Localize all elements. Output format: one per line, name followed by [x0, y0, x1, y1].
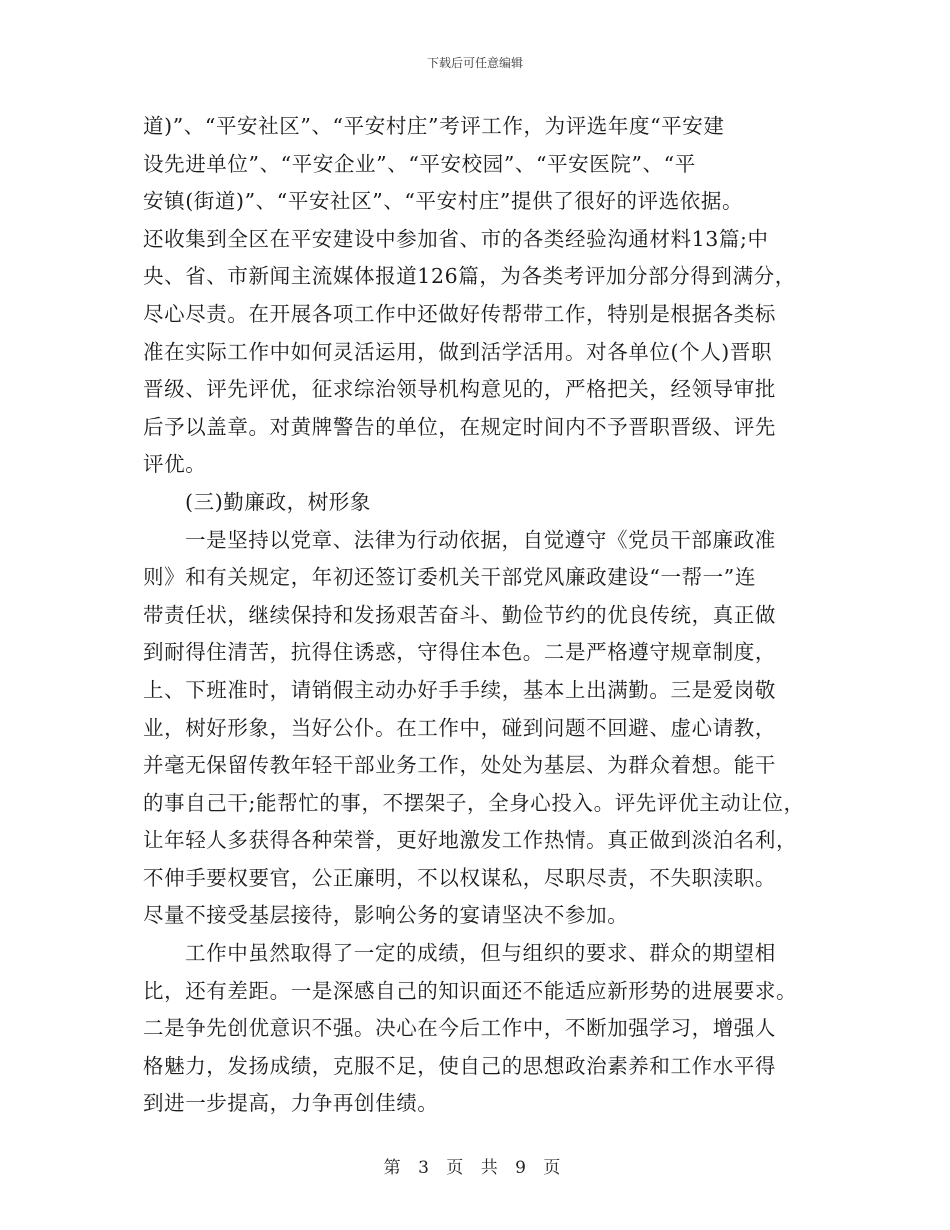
text-line: 还收集到全区在平安建设中参加省、市的各类经验沟通材料13篇;中 — [143, 226, 769, 251]
text-line: 格魅力，发扬成绩，克服不足，使自己的思想政治素养和工作水平得 — [143, 1053, 776, 1078]
text-line: 评优。 — [143, 452, 207, 477]
text-line: 后予以盖章。对黄牌警告的单位，在规定时间内不予晋职晋级、评先 — [143, 414, 776, 439]
text-line: 上、下班准时，请销假主动办好手手续，基本上出满勤。三是爱岗敬 — [143, 677, 776, 702]
text-line: 比，还有差距。一是深感自己的知识面还不能适应新形势的进展要求。 — [143, 978, 798, 1003]
text-line: 尽心尽责。在开展各项工作中还做好传帮带工作，特别是根据各类标 — [143, 301, 776, 326]
text-line: 尽量不接受基层接待，影响公务的宴请坚决不参加。 — [143, 903, 629, 928]
text-line: 到耐得住清苦，抗得住诱惑，守得住本色。二是严格遵守规章制度， — [143, 640, 776, 665]
page-header: 下载后可任意编辑 — [426, 56, 523, 70]
text-line: 道)”、“平安社区”、“平安村庄”考评工作，为评选年度“平安建 — [143, 114, 725, 138]
text-line: 到进一步提高，力争再创佳绩。 — [143, 1091, 439, 1116]
text-line: 设先进单位”、“平安企业”、“平安校园”、“平安医院”、“平 — [143, 151, 696, 176]
text-line: 央、省、市新闻主流媒体报道126篇，为各类考评加分部分得到满分， — [143, 264, 796, 289]
text-line: 让年轻人多获得各种荣誉，更好地激发工作热情。真正做到淡泊名利， — [143, 828, 798, 853]
text-line: 不伸手要权要官，公正廉明，不以权谋私，尽职尽责，不失职渎职。 — [143, 865, 776, 890]
text-line: 的事自己干;能帮忙的事，不摆架子，全身心投入。评先评优主动让位， — [143, 790, 805, 815]
text-line: 安镇(街道)”、“平安社区”、“平安村庄”提供了很好的评选依据。 — [143, 189, 744, 214]
paragraph-start: 工作中虽然取得了一定的成绩，但与组织的要求、群众的期望相 — [185, 941, 776, 966]
section-heading: (三)勤廉政，树形象 — [185, 489, 371, 514]
page-number-footer: 第 3 页 共 9 页 — [383, 1158, 567, 1178]
paragraph-start: 一是坚持以党章、法律为行动依据，自觉遵守《党员干部廉政准 — [185, 527, 776, 552]
text-line: 带责任状，继续保持和发扬艰苦奋斗、勤俭节约的优良传统，真正做 — [143, 602, 776, 627]
document-body — [143, 108, 823, 1123]
text-line: 则》和有关规定，年初还签订委机关干部党风廉政建设“一帮一”连 — [143, 565, 756, 590]
text-line: 晋级、评先评优，征求综治领导机构意见的，严格把关，经领导审批 — [143, 377, 776, 402]
text-line: 二是争先创优意识不强。决心在今后工作中，不断加强学习，增强人 — [143, 1016, 776, 1041]
text-line: 准在实际工作中如何灵活运用，做到活学活用。对各单位(个人)晋职 — [143, 339, 773, 364]
text-line: 并毫无保留传教年轻干部业务工作，处处为基层、为群众着想。能干 — [143, 753, 776, 778]
text-line: 业，树好形象，当好公仆。在工作中，碰到问题不回避、虚心请教， — [143, 715, 776, 740]
